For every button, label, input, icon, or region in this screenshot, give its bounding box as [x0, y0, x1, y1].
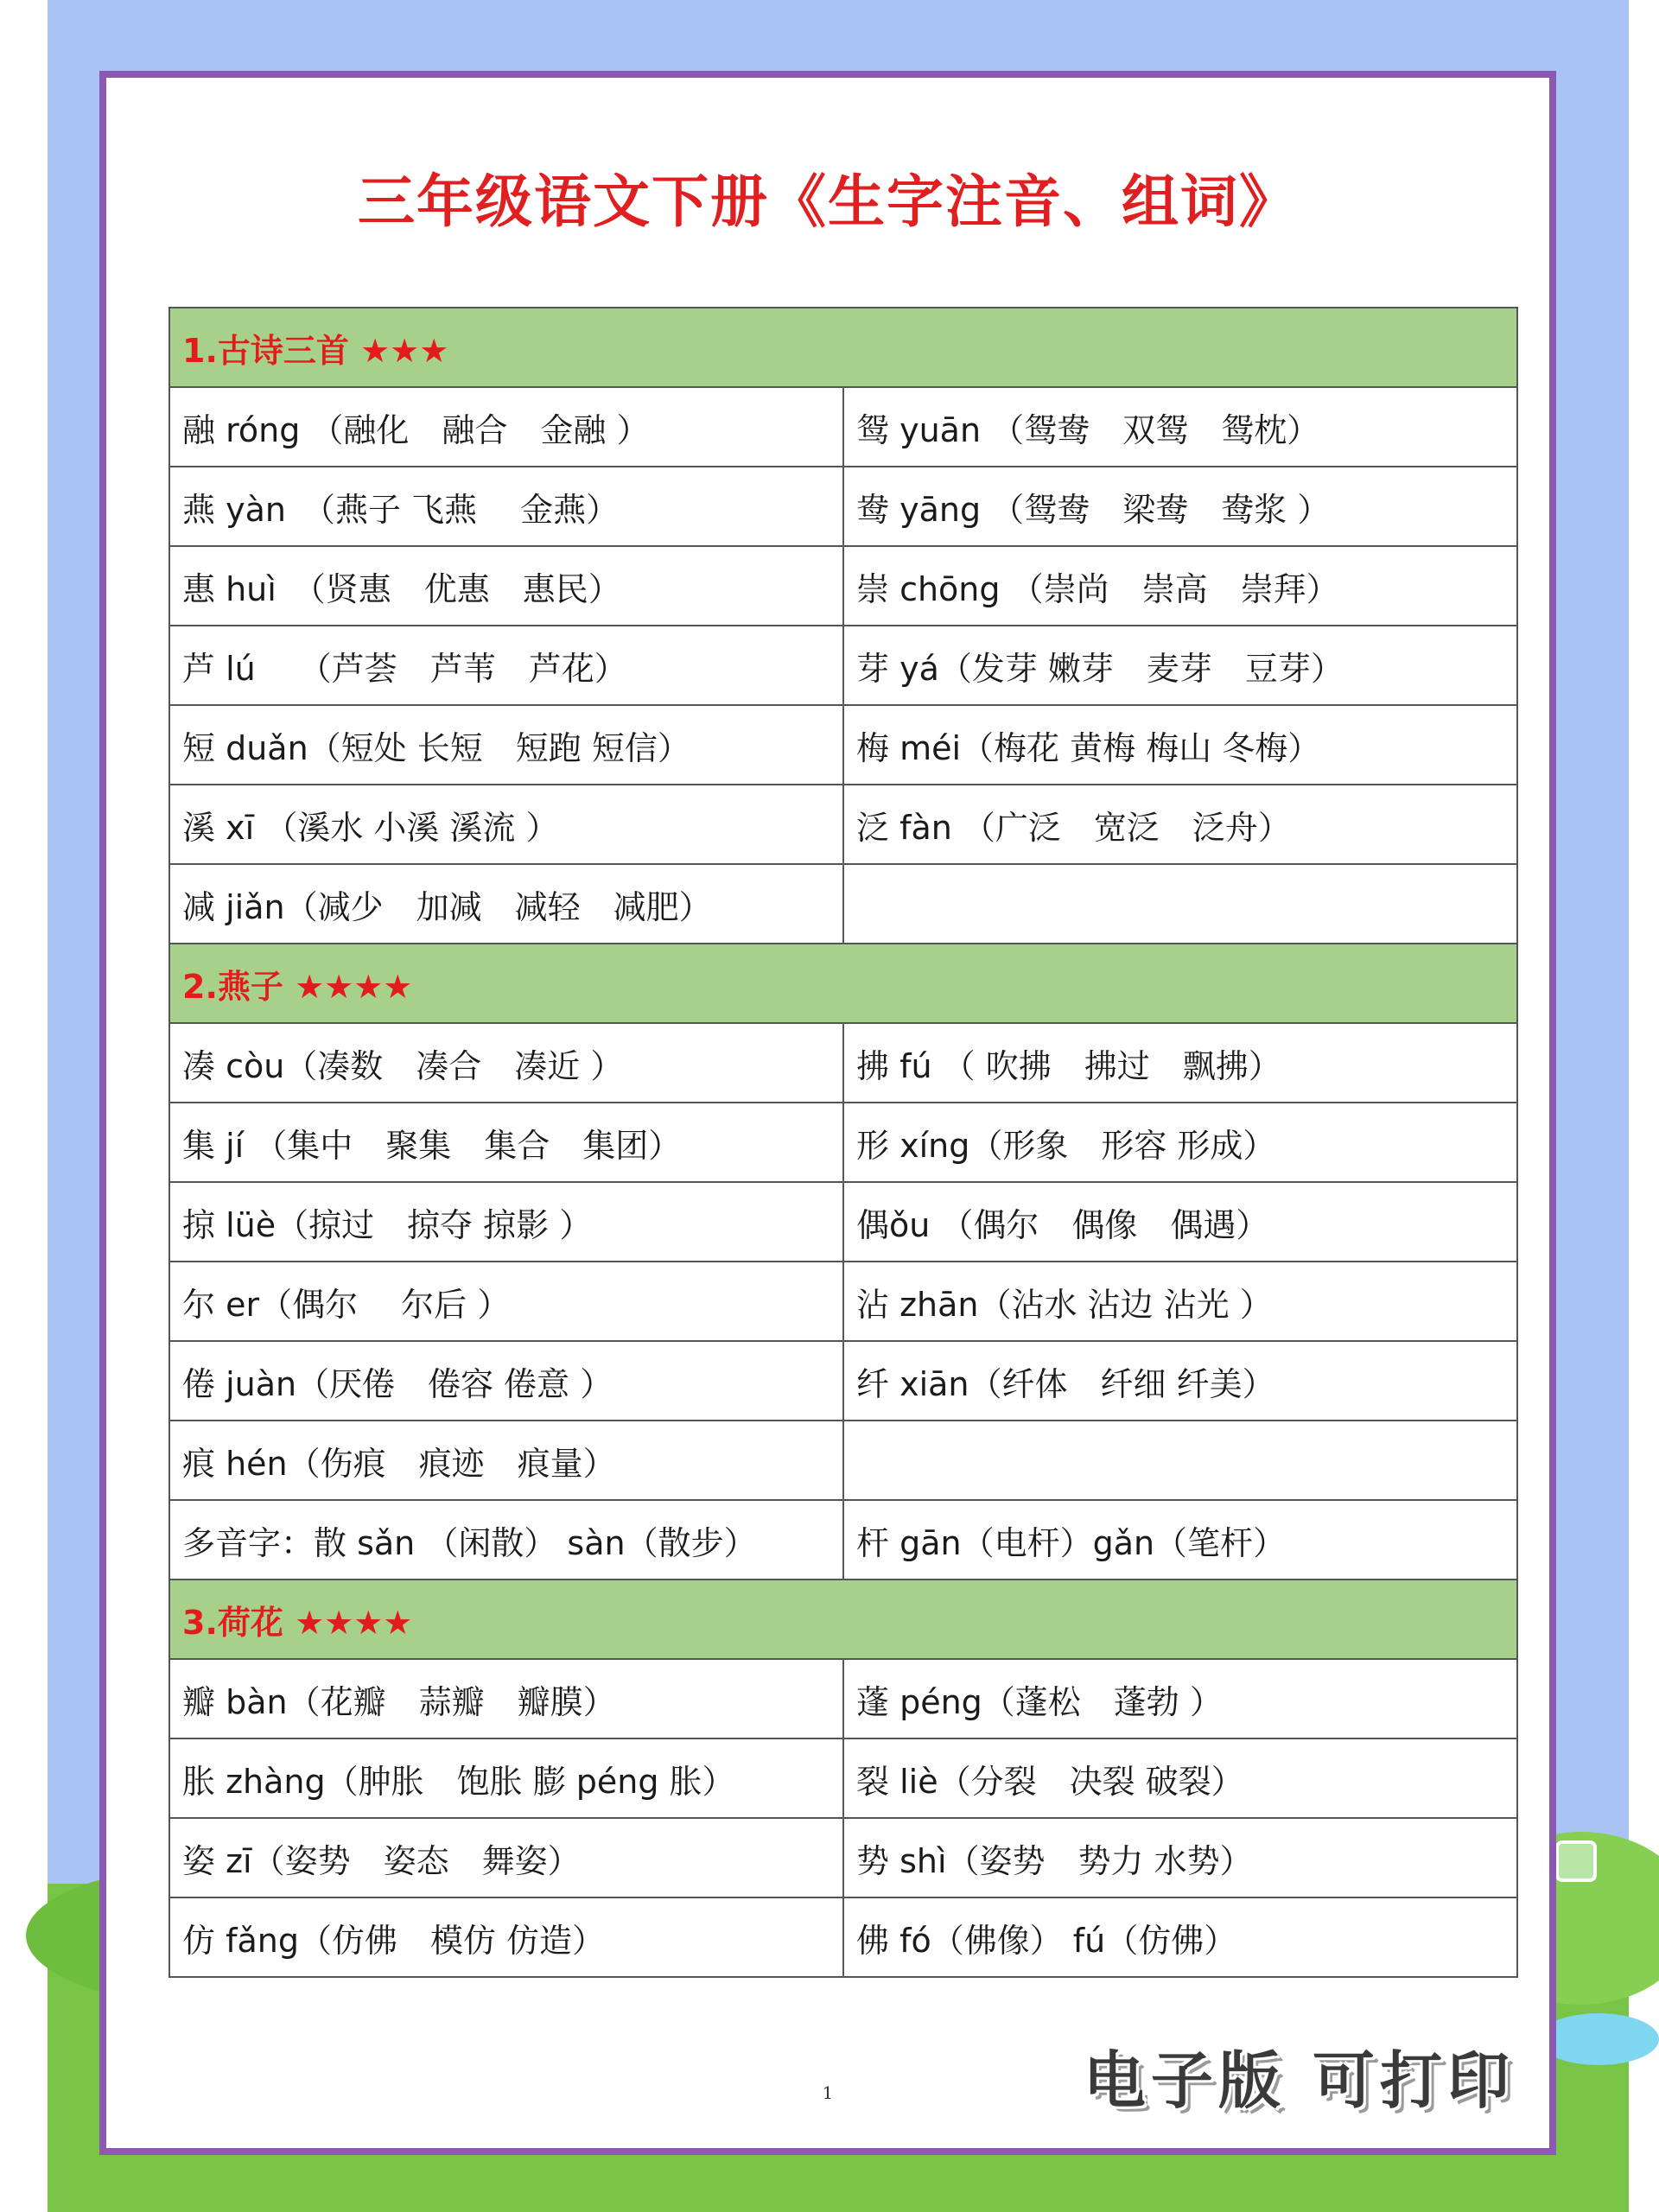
vocab-cell: 短 duǎn（短处 长短 短跑 短信）	[169, 705, 843, 785]
vocab-cell: 倦 juàn（厌倦 倦容 倦意 ）	[169, 1341, 843, 1421]
vocab-cell: 纤 xiān（纤体 纤细 纤美）	[843, 1341, 1517, 1421]
vocab-cell: 沾 zhān（沾水 沾边 沾光 ）	[843, 1262, 1517, 1341]
vocab-cell: 尔 er（偶尔 尔后 ）	[169, 1262, 843, 1341]
table-row	[169, 1182, 1517, 1262]
vocab-cell: 仿 fǎng（仿佛 模仿 仿造）	[169, 1897, 843, 1977]
section-title: 3.荷花 ★★★★	[169, 1580, 1517, 1659]
vocab-cell: 芦 lú （芦荟 芦苇 芦花）	[169, 626, 843, 705]
vocab-cell: 掠 lüè（掠过 掠夺 掠影 ）	[169, 1182, 843, 1262]
table-row	[169, 1421, 1517, 1500]
vocab-cell: 偶ǒu （偶尔 偶像 偶遇）	[843, 1182, 1517, 1262]
vocab-cell: 鸳 yuān （鸳鸯 双鸳 鸳枕）	[843, 387, 1517, 467]
vocab-cell: 拂 fú （ 吹拂 拂过 飘拂）	[843, 1023, 1517, 1103]
section-title: 2.燕子 ★★★★	[169, 944, 1517, 1023]
table-row	[169, 1738, 1517, 1818]
table-row	[169, 785, 1517, 864]
table-row	[169, 387, 1517, 467]
polyphone-cell: 杆 gān（电杆）gǎn（笔杆）	[843, 1500, 1517, 1580]
sticker-decoration	[1555, 1840, 1597, 1882]
vocab-cell: 减 jiǎn（减少 加减 减轻 减肥）	[169, 864, 843, 944]
page-title: 三年级语文下册《生字注音、组词》	[358, 168, 1298, 235]
section-header	[169, 1580, 1517, 1659]
vocab-cell: 裂 liè（分裂 决裂 破裂）	[843, 1738, 1517, 1818]
page-number: 1	[822, 2082, 834, 2103]
vocabulary-table	[168, 307, 1518, 1978]
table-row	[169, 467, 1517, 546]
vocab-cell: 姿 zī（姿势 姿态 舞姿）	[169, 1818, 843, 1897]
vocab-cell: 芽 yá（发芽 嫩芽 麦芽 豆芽）	[843, 626, 1517, 705]
puddle-decoration	[1538, 2013, 1659, 2065]
vocab-cell: 融 róng （融化 融合 金融 ）	[169, 387, 843, 467]
vocab-cell: 崇 chōng （崇尚 崇高 崇拜）	[843, 546, 1517, 626]
vocab-cell: 惠 huì （贤惠 优惠 惠民）	[169, 546, 843, 626]
vocab-cell: 梅 méi（梅花 黄梅 梅山 冬梅）	[843, 705, 1517, 785]
table-row	[169, 1023, 1517, 1103]
vocab-cell: 泛 fàn （广泛 宽泛 泛舟）	[843, 785, 1517, 864]
left-margin	[0, 0, 48, 2212]
vocab-cell: 胀 zhàng（肿胀 饱胀 膨 péng 胀）	[169, 1738, 843, 1818]
vocab-cell: 瓣 bàn（花瓣 蒜瓣 瓣膜）	[169, 1659, 843, 1738]
section-header	[169, 308, 1517, 387]
table-row	[169, 1500, 1517, 1580]
vocab-cell: 痕 hén（伤痕 痕迹 痕量）	[169, 1421, 843, 1500]
polyphone-cell: 多音字：散 sǎn （闲散） sàn（散步）	[169, 1500, 843, 1580]
table-row	[169, 1897, 1517, 1977]
vocab-cell: 佛 fó（佛像） fú（仿佛）	[843, 1897, 1517, 1977]
vocab-cell: 鸯 yāng （鸳鸯 梁鸯 鸯浆 ）	[843, 467, 1517, 546]
table-row	[169, 546, 1517, 626]
worksheet-page	[99, 71, 1556, 2155]
table-row	[169, 864, 1517, 944]
vocab-cell: 集 jí （集中 聚集 集合 集团）	[169, 1103, 843, 1182]
table-row	[169, 1103, 1517, 1182]
table-row	[169, 1818, 1517, 1897]
table-row	[169, 626, 1517, 705]
vocab-cell: 形 xíng（形象 形容 形成）	[843, 1103, 1517, 1182]
vocab-cell-empty	[843, 1421, 1517, 1500]
vocab-cell-empty	[843, 864, 1517, 944]
table-row	[169, 705, 1517, 785]
vocab-cell: 凑 còu（凑数 凑合 凑近 ）	[169, 1023, 843, 1103]
printable-stamp: 电子版 可打印	[1083, 2044, 1515, 2117]
vocab-cell: 燕 yàn （燕子 飞燕 金燕）	[169, 467, 843, 546]
vocab-cell: 蓬 péng（蓬松 蓬勃 ）	[843, 1659, 1517, 1738]
table-row	[169, 1341, 1517, 1421]
section-header	[169, 944, 1517, 1023]
vocab-cell: 势 shì（姿势 势力 水势）	[843, 1818, 1517, 1897]
table-row	[169, 1659, 1517, 1738]
table-row	[169, 1262, 1517, 1341]
vocab-cell: 溪 xī （溪水 小溪 溪流 ）	[169, 785, 843, 864]
section-title: 1.古诗三首 ★★★	[169, 308, 1517, 387]
